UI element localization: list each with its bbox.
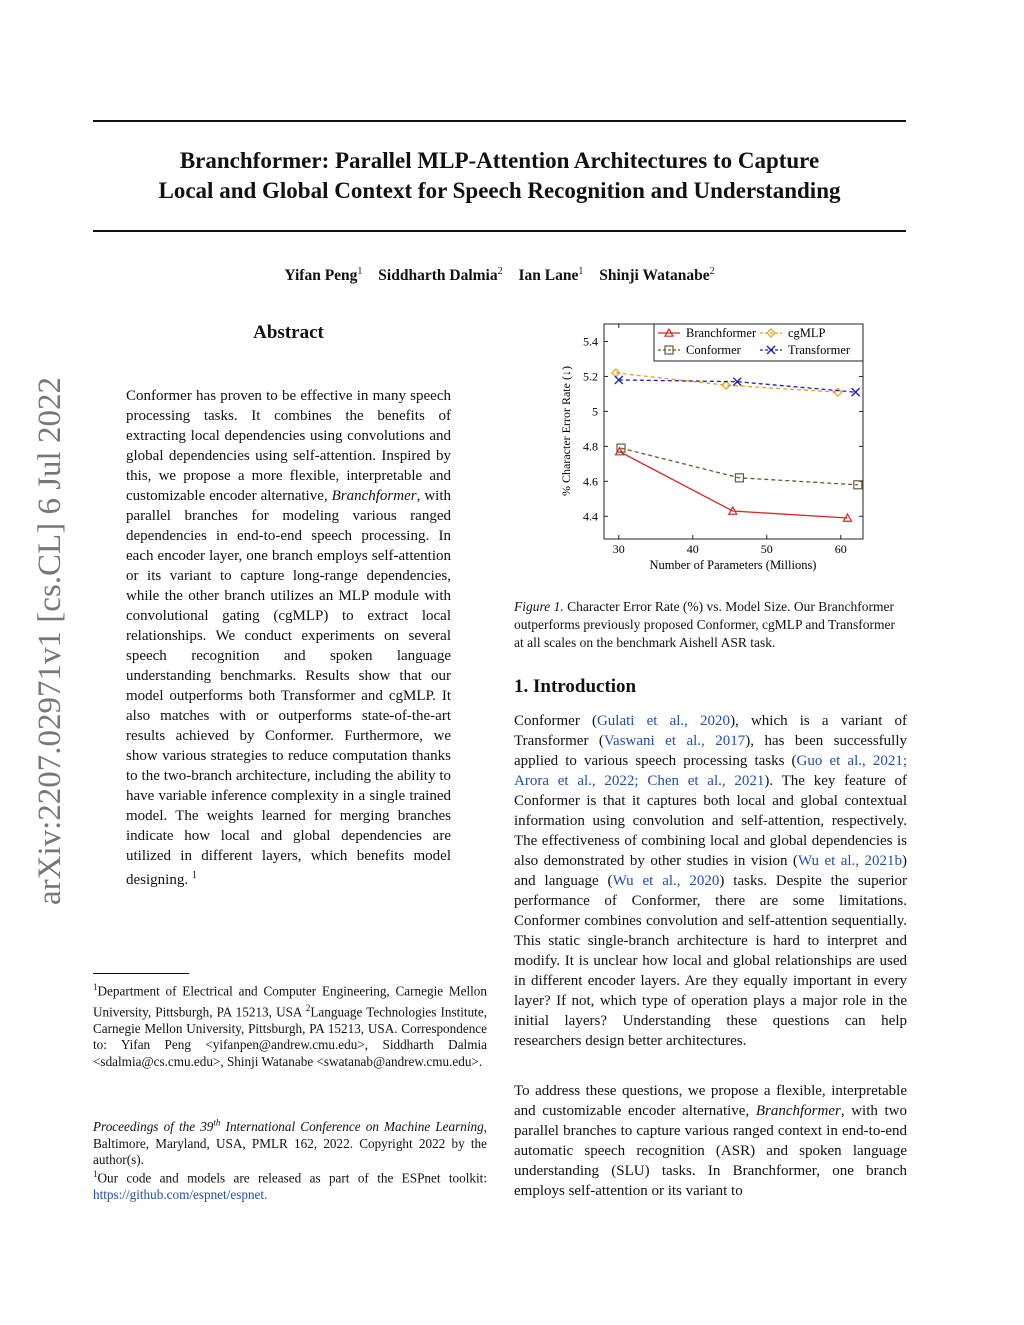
- author: Siddharth Dalmia$^2$: [378, 266, 503, 285]
- citation-link[interactable]: Wu et al., 2020: [612, 873, 720, 889]
- y-tick-label: 4.4: [583, 509, 598, 524]
- citation-link[interactable]: Gulati et al., 2020: [596, 713, 731, 729]
- citation-link[interactable]: Vaswani et al., 2017: [603, 733, 746, 749]
- author: Yifan Peng$^1$: [284, 266, 363, 285]
- intro-paragraph-1: Conformer (Gulati et al., 2020), which is a variant of Transformer (Vaswani et al., 2017), has been successfully applied to various speech processing tasks (Guo et al., 2021; Arora et al., 2022; Chen et al., 2021). The key feature of Conformer is that it captures both local and global contextual information using convolution and self-attention, respectively. The effectiveness of combining local and global dependencies is also demonstrated by other studies in vision (Wu et al., 2021b) and language (Wu et al., 2020) tasks. Despite the superior performance of Conformer, there are some limitations. Conformer combines convolution and self-attention sequentially. This static single-branch architecture is hard to interpret and modify. It is unclear how local and global relationships are used in different encoder layers. Are they equally important in every layer? If not, which type of operation plays a major role in the initial layers? Understanding these questions can help researchers design better architectures.: [514, 713, 908, 1049]
- y-tick-label: 5: [592, 404, 598, 419]
- title-line-1: Branchformer: Parallel MLP-Attention Architectures to Capture: [179, 148, 820, 173]
- y-tick-label: 4.8: [583, 439, 598, 454]
- x-tick-label: 60: [834, 542, 847, 556]
- abstract-text: Conformer has proven to be effective in many speech processing tasks. It combines the benefits of extracting local dependencies using convolutions and global dependencies using self-attention. Inspired by this, we propose a more flexible, interpretable and customizable encoder alternative, Branchformer, with parallel branches for modeling various ranged dependencies in end-to-end speech processing. In each encoder layer, one branch employs self-attention or its variant to capture long-range dependencies, while the other branch utilizes an MLP module with convolutional gating (cgMLP) to extract local relationships. We conduct experiments on several speech recognition and spoken language understanding benchmarks. Results show that our model outperforms both Transformer and cgMLP. It also matches with or outperforms state-of-the-art results achieved by Conformer. Furthermore, we show various strategies to reduce computation thanks to the two-branch architecture, including the ability to have variable inference complexity in a single trained model. The weights learned for merging branches indicate how local and global dependencies are utilized in different layers, which benefits model designing. $^1$: [126, 388, 451, 888]
- citation-link[interactable]: Guo et al., 2021; Arora et al., 2022; Chen et al., 2021: [514, 753, 907, 789]
- affiliation-footnote: $^1$Department of Electrical and Computer Engineering, Carnegie Mellon University, Pittsburgh, PA 15213, USA $^2$Language Technologies Institute, Carnegie Mellon University, Pittsburgh, PA 15213, USA. Correspondence to: Yifan Peng <yifanpen@andrew.cmu.edu>, Siddharth Dalmia <sdalmia@cs.cmu.edu>, Shinji Watanabe <swatanab@andrew.cmu.edu>.: [93, 982, 487, 1069]
- author: Shinji Watanabe$^2$: [599, 266, 715, 285]
- y-axis-label: % Character Error Rate (↓): [559, 366, 573, 496]
- x-tick-label: 30: [612, 542, 625, 556]
- conformer-series-line: [621, 448, 858, 485]
- author-affiliation-mark: 2: [497, 266, 503, 277]
- introduction-heading: 1. Introduction: [514, 676, 637, 697]
- intro-paragraph-2: To address these questions, we propose a flexible, interpretable and customizable encoder alternative, Branchformer, with two parallel branches to capture various ranged context in end-to-end automatic speech recognition (ASR) and spoken language understanding (SLU) tasks. In Branchformer, one branch employs self-attention or its variant to: [514, 1083, 908, 1199]
- legend-branchformer-label: Branchformer: [686, 326, 757, 340]
- code-footnote: $^1$Our code and models are released as part of the ESPnet toolkit: https://github.com/espnet/espnet.: [93, 1169, 487, 1202]
- title-bottom-rule: [93, 230, 906, 232]
- author-list: [93, 266, 906, 285]
- y-tick-label: 5.2: [583, 369, 598, 384]
- footnote-ref[interactable]: 1: [191, 870, 197, 881]
- espnet-link[interactable]: https://github.com/espnet/espnet.: [93, 1186, 268, 1202]
- citation-link[interactable]: Wu et al., 2021b: [797, 853, 902, 869]
- x-tick-label: 50: [760, 542, 773, 556]
- author-affiliation-mark: 1: [578, 266, 584, 277]
- y-tick-label: 4.6: [583, 474, 598, 489]
- author-affiliation-mark: 2: [709, 266, 715, 277]
- legend-cgmlp-label: cgMLP: [788, 326, 826, 340]
- x-axis-label: Number of Parameters (Millions): [649, 558, 817, 572]
- abstract-heading: Abstract: [253, 322, 324, 343]
- figure-caption: Figure 1. Character Error Rate (%) vs. Model Size. Our Branchformer outperforms previously proposed Conformer, cgMLP and Transformer at all scales on the benchmark Aishell ASR task.: [514, 599, 896, 650]
- chart-legend: [654, 324, 863, 361]
- proceedings-note: Proceedings of the 39th International Conference on Machine Learning, Baltimore, Maryland, USA, PMLR 162, 2022. Copyright 2022 by the author(s).: [93, 1118, 487, 1168]
- legend-transformer-label: Transformer: [788, 343, 851, 357]
- legend-conformer-label: Conformer: [686, 343, 741, 357]
- cer-vs-params-chart: [548, 320, 873, 582]
- y-tick-label: 5.4: [583, 334, 598, 349]
- x-tick-label: 40: [686, 542, 699, 556]
- author-affiliation-mark: 1: [357, 266, 363, 277]
- footnote-rule: [93, 973, 189, 974]
- title-top-rule: [93, 120, 906, 122]
- arxiv-side-label: arXiv:2207.02971v1 [cs.CL] 6 Jul 2022: [32, 377, 68, 905]
- paper-title: [93, 146, 906, 206]
- title-line-2: Local and Global Context for Speech Recognition and Understanding: [158, 178, 841, 203]
- author: Ian Lane$^1$: [518, 266, 584, 285]
